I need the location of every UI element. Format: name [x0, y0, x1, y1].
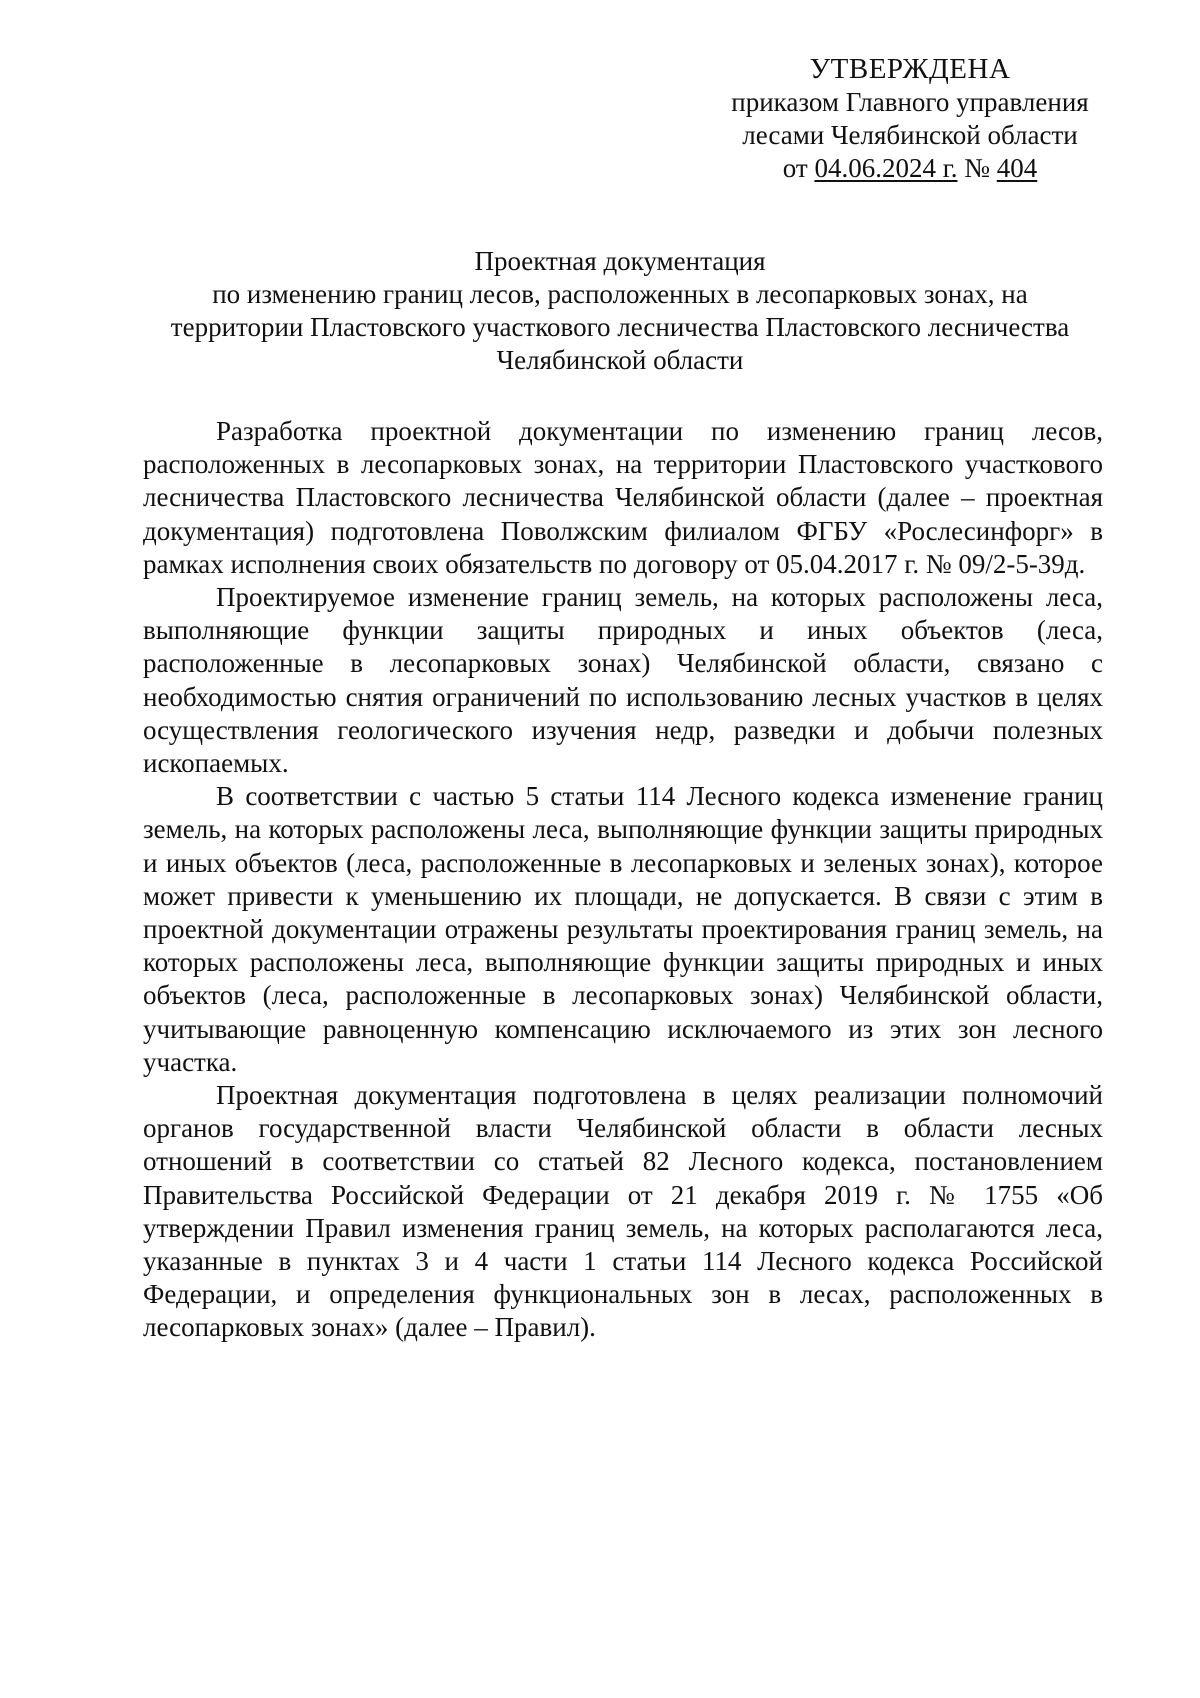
document-body	[143, 415, 1103, 1345]
document-title	[140, 245, 1100, 377]
title-line-4: Челябинской области	[496, 345, 744, 375]
approved-heading: УТВЕРЖДЕНА	[809, 53, 1011, 85]
number-prefix: №	[964, 153, 990, 183]
body-paragraph-1: Разработка проектной документации по изменению границ лесов, расположенных в лесопарковых зонах, на территории Пластовского участкового лесничества Пластовского лесничества Челябинской области (далее – проектная документация) подготовлена Поволжским филиалом ФГБУ «Рослесинфорг» в рамках исполнения своих обязательств по договору от 05.04.2017 г. № 09/2-5-39д.	[143, 416, 1103, 579]
title-line-2: по изменению границ лесов, расположенных в лесопарковых зонах, на	[212, 279, 1028, 309]
title-line-3: территории Пластовского участкового лесничества Пластовского лесничества	[170, 312, 1070, 342]
body-paragraph-2: Проектируемое изменение границ земель, на которых расположены леса, выполняющие функции защиты природных и иных объектов (леса, расположенные в лесопарковых зонах) Челябинской области, связано с необходимостью снятия ограничений по использованию лесных участков в целях осуществления геологического изучения недр, разведки и добычи полезных ископаемых.	[143, 582, 1103, 779]
approval-authority-line: лесами Челябинской области	[742, 120, 1078, 150]
title-line-1: Проектная документация	[474, 246, 766, 276]
approval-date: 04.06.2024 г.	[814, 153, 958, 183]
date-prefix: от	[782, 153, 808, 183]
body-paragraph-3: В соответствии с частью 5 статьи 114 Лесного кодекса изменение границ земель, на которых расположены леса, выполняющие функции защиты природных и иных объектов (леса, расположенные в лесопарковых и зеленых зонах), которое может привести к уменьшению их площади, не допускается. В связи с этим в проектной документации отражены результаты проектирования границ земель, на которых расположены леса, выполняющие функции защиты природных и иных объектов (леса, расположенные в лесопарковых зонах) Челябинской области, учитывающие равноценную компенсацию исключаемого из этих зон лесного участка.	[143, 781, 1103, 1077]
approval-date-number-line	[700, 152, 1120, 185]
body-paragraph-4: Проектная документация подготовлена в целях реализации полномочий органов государственной власти Челябинской области в области лесных отношений в соответствии со статьей 82 Лесного кодекса, постановлением Правительства Российской Федерации от 21 декабря 2019 г. № 1755 «Об утверждении Правил изменения границ земель, на которых располагаются леса, указанные в пунктах 3 и 4 части 1 статьи 114 Лесного кодекса Российской Федерации, и определения функциональных зон в лесах, расположенных в лесопарковых зонах» (далее – Правил).	[143, 1080, 1103, 1343]
approval-order-line: приказом Главного управления	[731, 87, 1089, 117]
approval-stamp-block	[700, 52, 1120, 185]
approval-number: 404	[996, 153, 1038, 183]
